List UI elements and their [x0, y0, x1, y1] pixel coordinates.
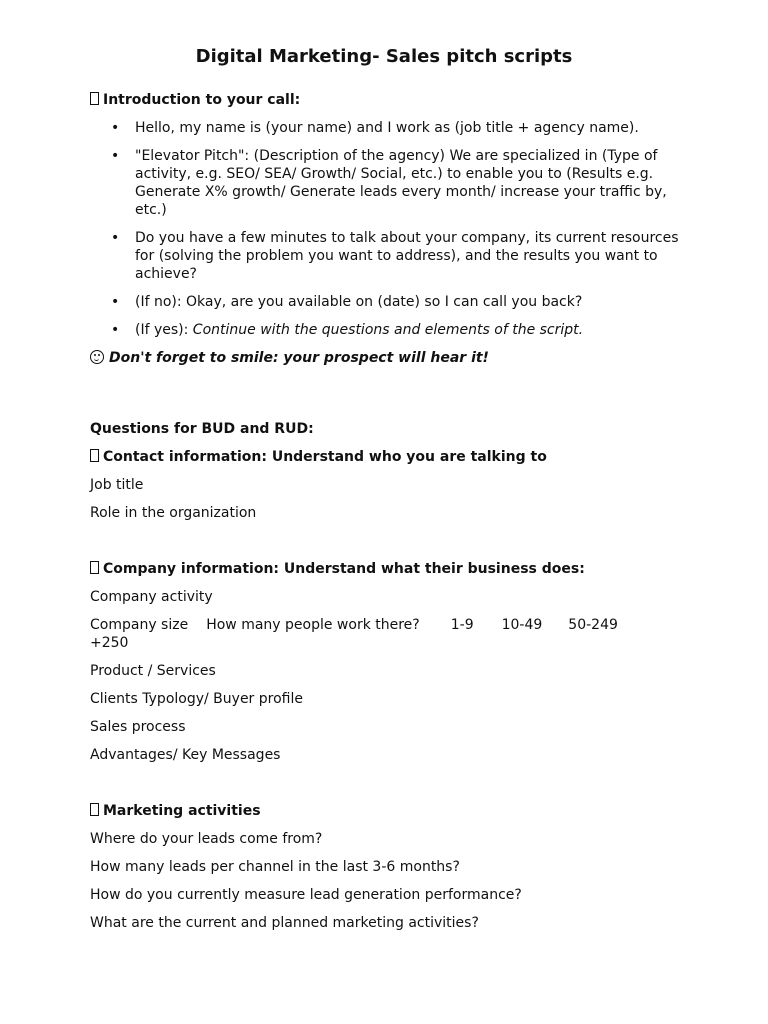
marketing-item: Where do your leads come from?: [90, 831, 323, 847]
company-item: Clients Typology/ Buyer profile: [90, 691, 303, 707]
company-item: Product / Services: [90, 663, 216, 679]
contact-heading: [90, 448, 680, 466]
contact-item: Job title: [90, 477, 144, 493]
contact-item: Role in the organization: [90, 505, 257, 521]
document-body: [90, 91, 680, 942]
company-size-option: +250: [90, 635, 129, 651]
company-item: Advantages/ Key Messages: [90, 747, 281, 763]
company-heading: [90, 560, 680, 578]
company-size-option: 50-249: [568, 617, 618, 633]
intro-bullet-list: [90, 119, 680, 339]
intro-bullet: • (If no): Okay, are you available on (date) so I can call you back?: [90, 293, 680, 311]
missing-glyph-icon: [90, 92, 99, 105]
company-size-option: 10-49: [501, 617, 543, 633]
company-size-question: How many people work there?: [206, 617, 420, 633]
company-activity: Company activity: [90, 589, 213, 605]
smile-note: [90, 349, 680, 367]
marketing-item: What are the current and planned marketing activities?: [90, 915, 479, 931]
marketing-heading: [90, 802, 680, 820]
missing-glyph-icon: [90, 561, 99, 574]
smiley-icon: [90, 350, 104, 364]
intro-bullet: [90, 321, 680, 339]
if-yes-prefix: (If yes):: [135, 322, 193, 338]
company-size-row: [90, 616, 680, 652]
company-size-option: 1-9: [450, 617, 474, 633]
marketing-heading-text: Marketing activities: [103, 803, 261, 819]
if-yes-instruction: Continue with the questions and elements of the script.: [192, 322, 584, 338]
marketing-item: How do you currently measure lead generation performance?: [90, 887, 522, 903]
missing-glyph-icon: [90, 449, 99, 462]
company-heading-text: Company information: Understand what their business does:: [103, 561, 585, 577]
intro-heading: [90, 91, 680, 109]
intro-bullet: • "Elevator Pitch": (Description of the agency) We are specialized in (Type of activity, e.g. SEO/ SEA/ Growth/ Social, etc.) to enable you to (Results e.g. Generate X% growth/ Generate leads every month/ increase your traffic by, etc.): [90, 147, 680, 219]
missing-glyph-icon: [90, 803, 99, 816]
contact-heading-text: Contact information: Understand who you are talking to: [103, 449, 547, 465]
marketing-item: How many leads per channel in the last 3-6 months?: [90, 859, 460, 875]
intro-bullet: • Hello, my name is (your name) and I work as (job title + agency name).: [90, 119, 680, 137]
company-item: Sales process: [90, 719, 186, 735]
intro-bullet: • Do you have a few minutes to talk about your company, its current resources for (solving the problem you want to address), and the results you want to achieve?: [90, 229, 680, 283]
document-title: Digital Marketing- Sales pitch scripts: [195, 46, 573, 67]
intro-heading-text: Introduction to your call:: [103, 92, 301, 108]
questions-heading: Questions for BUD and RUD:: [90, 421, 314, 437]
smile-note-text: Don't forget to smile: your prospect will hear it!: [109, 350, 489, 366]
company-size-label: Company size: [90, 617, 189, 633]
